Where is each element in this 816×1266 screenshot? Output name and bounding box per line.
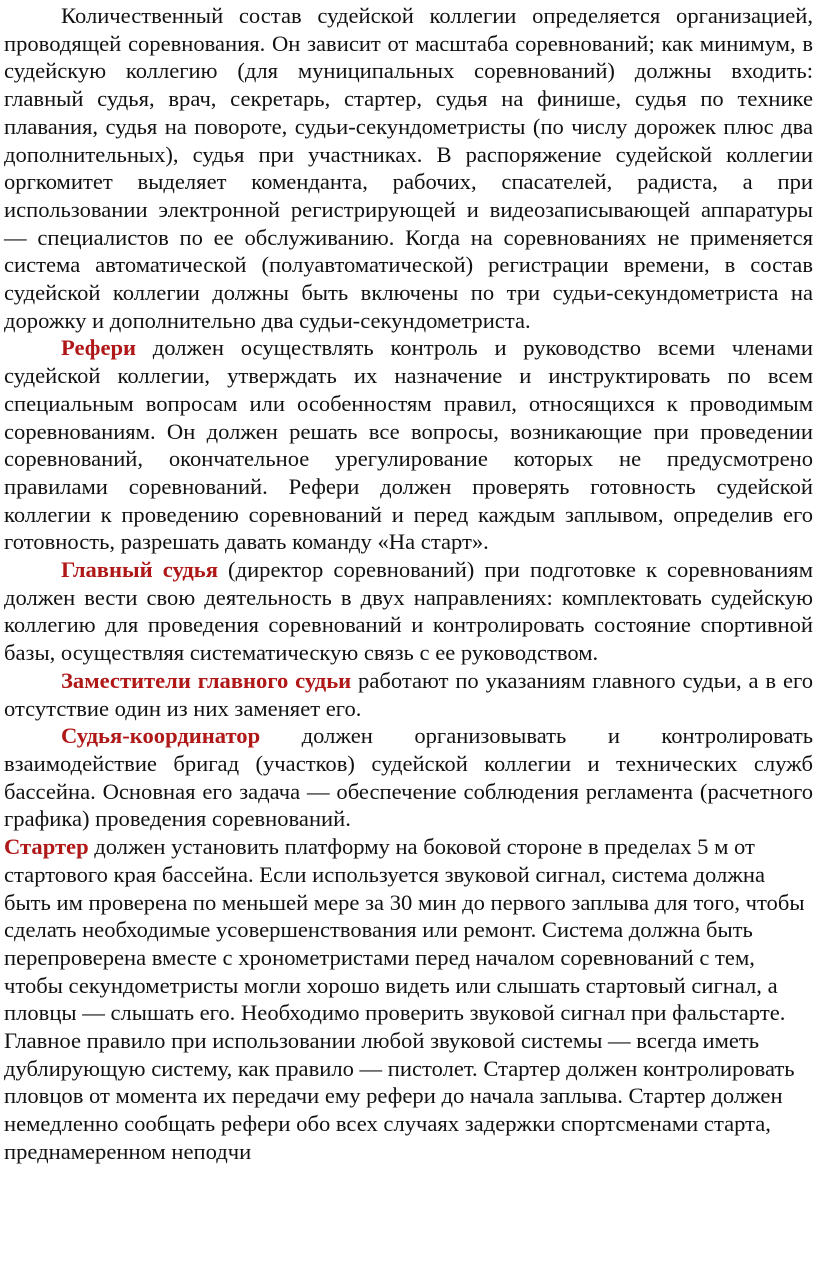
term-chief-judge: Главный судья [61,557,218,583]
paragraph-chief-judge [4,556,813,667]
term-starter: Стартер [4,834,89,860]
paragraph-text: должен установить платформу на боковой стороне в пределах 5 м от стартового края бассейна. Если используется звуковой сигнал, система должна быть им проверена по меньшей мере за 30 мин до первого заплыва для того, чтобы сделать необходимые усовершенствования или ремонт. Система должна быть перепроверена вместе с хронометристами перед началом соревнований с тем, чтобы секундометристы могли хорошо видеть или слышать стартовый сигнал, а пловцы — слышать его. Необходимо проверить звуковой сигнал при фальстарте. Главное правило при использовании любой звуковой системы — всегда иметь дублирующую систему, как правило — пистолет. Стартер должен контролировать пловцов от момента их передачи ему рефери до начала заплыва. Стартер должен немедленно сообщать рефери обо всех случаях задержки спортсменами старта, преднамеренном неподчи [4,834,805,1164]
paragraph-text: должен организовывать и контролировать взаимодействие бригад (участков) судейской коллегии и технических служб бассейна. Основная его задача — обеспечение соблюдения регламента (расчетного графика) проведения соревнований. [4,723,813,832]
paragraph-starter [4,833,813,1165]
paragraph-text: работают по указаниям главного судьи, а в его отсутствие один из них заменяет его. [4,667,813,721]
paragraph-judging-panel-composition [4,2,813,334]
paragraph-deputy-judges [4,667,813,722]
term-deputy-judges: Заместители главного судьи [61,667,352,693]
term-coordinator: Судья-координатор [61,723,261,749]
paragraph-coordinator [4,722,813,833]
paragraph-referee [4,334,813,556]
paragraph-text: Количественный состав судейской коллегии определяется организацией, проводящей соревнования. Он зависит от масштаба соревнований; как минимум, в судейскую коллегию (для муниципальных соревнований) должны входить: главный судья, врач, секретарь, стартер, судья на финише, судья по технике плавания, судья на повороте, судьи-секундометристы (по числу дорожек плюс два дополнительных), судья при участниках. В распоряжение судейской коллегии оргкомитет выделяет коменданта, рабочих, спасателей, радиста, а при использовании электронной регистрирующей и видеозаписывающей аппаратуры — специалистов по ее обслуживанию. Когда на соревнованиях не применяется система автоматической (полуавтоматической) регистрации времени, в состав судейской коллегии должны быть включены по три судьи-секундометриста на дорожку и дополнительно два судьи-секундометриста. [4,3,813,333]
paragraph-text: должен осуществлять контроль и руководство всеми членами судейской коллегии, утверждать их назначение и инструктировать по всем специальным вопросам или особенностям правил, относящихся к проводимым соревнованиям. Он должен решать все вопросы, возникающие при проведении соревнований, окончательное урегулирование которых не предусмотрено правилами соревнований. Рефери должен проверять готовность судейской коллегии к проведению соревнований и перед каждым заплывом, определив его готовность, разрешать давать команду «На старт». [4,335,813,555]
term-referee: Рефери [61,335,137,361]
paragraph-text: (директор соревнований) при подготовке к соревнованиям должен вести свою деятельность в двух направлениях: комплектовать судейскую коллегию для проведения соревнований и контролировать состояние спортивной базы, осуществляя систематическую связь с ее руководством. [4,557,813,666]
